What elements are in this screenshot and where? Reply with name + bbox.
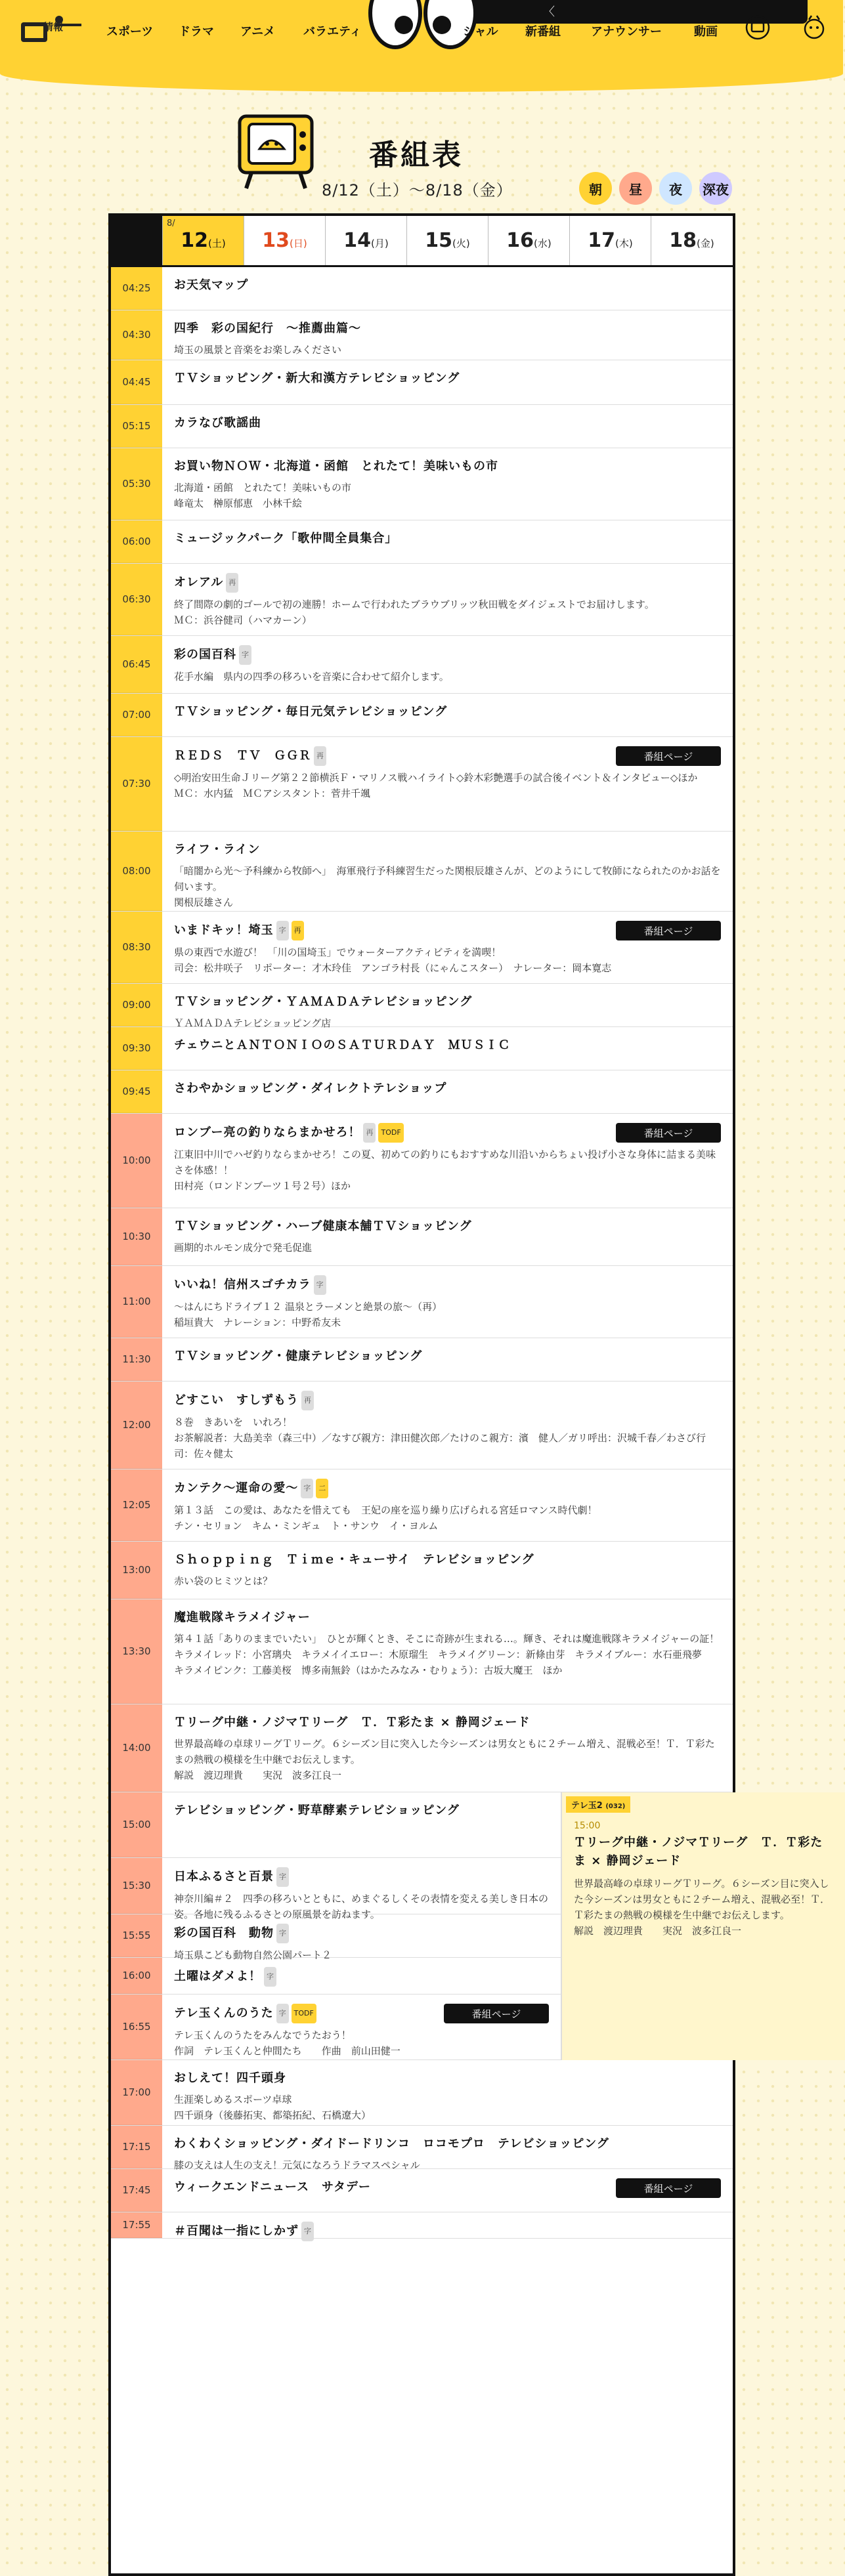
program-row[interactable] <box>111 2126 733 2169</box>
program-title-text[interactable]: オレアル <box>174 576 224 589</box>
program-row[interactable] <box>111 1858 561 1920</box>
program-info <box>162 1599 733 1704</box>
program-title-text[interactable]: チェウニとＡＮＴＯＮＩＯのＳＡＴＵＲＤＡＹ ＭＵＳＩＣ <box>174 1038 511 1052</box>
program-title[interactable] <box>174 414 721 433</box>
program-badge: 字 <box>301 1479 313 1498</box>
program-title[interactable] <box>174 993 721 1011</box>
program-badge: 字 <box>239 645 251 665</box>
program-description: 終了間際の劇的ゴールで初の連勝！ホームで行われたブラウブリッツ秋田戦をダイジェストでお届けします。 ＭＣ：浜谷健司（ハマカーン） <box>174 599 655 626</box>
program-time: 12:00 <box>111 1382 162 1469</box>
day-tab-17[interactable] <box>569 216 651 265</box>
program-title-text[interactable]: カラなび歌謡曲 <box>174 416 261 430</box>
program-time: 10:00 <box>111 1114 162 1208</box>
program-title-text[interactable]: ＃百聞は一指にしかず <box>174 2224 299 2238</box>
program-badge: 字 <box>276 1867 289 1887</box>
program-title-text[interactable]: ウィークエンドニュース サタデー <box>174 2180 372 2194</box>
program-badge: 再 <box>226 573 238 593</box>
sub-program-desc-text: 世界最高峰の卓球リーグＴリーグ。６シーズン目に突入した今シーズンは男女ともに２チーム増え、混戦必至！Ｔ．Ｔ彩たまの熱戦の模様を生中継でお伝えします。 <box>574 1878 831 1921</box>
program-title-text[interactable]: ＴＶショッピング・ＹＡＭＡＤＡテレビショッピング <box>174 995 473 1009</box>
program-time: 17:00 <box>111 2060 162 2125</box>
program-title-text[interactable]: 四季 彩の国紀行 〜推薦曲篇〜 <box>174 322 361 335</box>
nav-videos[interactable]: 動画 <box>694 25 718 39</box>
program-row[interactable] <box>111 737 733 832</box>
program-description: 第１３話 この愛は、あなたを惜えても 王妃の座を巡り繰り広げられる宮廷ロマンス時代劇！ チン・セリョン キム・ミンギュ ト・サンウ イ・ヨルム <box>174 1504 597 1532</box>
day-weekday: (金) <box>697 238 714 249</box>
program-badge: 再 <box>363 1123 376 1143</box>
program-time: 06:30 <box>111 564 162 635</box>
program-info <box>162 267 733 310</box>
program-title[interactable] <box>174 1036 721 1055</box>
program-title[interactable] <box>174 1714 721 1732</box>
program-title[interactable] <box>174 1275 721 1295</box>
program-time: 14:00 <box>111 1704 162 1792</box>
day-weekday: (火) <box>452 238 470 249</box>
program-row[interactable] <box>111 1382 733 1469</box>
nav-anime[interactable]: アニメ <box>240 25 276 39</box>
program-info <box>162 912 733 983</box>
program-time: 08:30 <box>111 912 162 983</box>
program-row[interactable] <box>111 636 733 694</box>
program-row[interactable] <box>111 448 733 520</box>
program-time: 09:30 <box>111 1027 162 1070</box>
program-badge: 字 <box>276 1924 289 1943</box>
program-description: 北海道・函館 とれたて！美味いもの市 峰竜太 榊原郁恵 小林千絵 <box>174 482 352 509</box>
program-title-text[interactable]: テレビショッピング・野草酵素テレビショッピング <box>174 1804 460 1817</box>
program-title-text[interactable]: ＴＶショッピング・ハーブ健康本舗ＴＶショッピング <box>174 1219 472 1233</box>
program-info <box>162 564 733 635</box>
program-row[interactable] <box>111 1469 733 1542</box>
day-tabs-corner <box>111 216 162 265</box>
sub-program-desc <box>574 1876 833 1939</box>
sub-channel-number: (032) <box>605 1803 626 1810</box>
page-title: 番組表 <box>369 138 464 172</box>
nav-new-programs[interactable]: 新番組 <box>525 25 561 39</box>
program-info <box>162 1208 733 1265</box>
program-info <box>162 636 733 693</box>
program-badge-secondary: 二 <box>316 1479 328 1498</box>
program-row[interactable] <box>111 520 733 564</box>
program-time: 06:45 <box>111 636 162 693</box>
program-badge: 字 <box>314 1275 326 1295</box>
program-title[interactable] <box>174 645 721 665</box>
program-page-button[interactable]: 番組ページ <box>616 1123 721 1143</box>
program-title-text[interactable]: 日本ふるさと百景 <box>174 1870 274 1884</box>
day-tabs <box>111 216 733 267</box>
program-page-button[interactable]: 番組ページ <box>616 2178 721 2198</box>
program-time: 17:15 <box>111 2126 162 2168</box>
program-info <box>162 520 733 563</box>
program-time: 13:30 <box>111 1599 162 1704</box>
program-badge: 字 <box>264 1967 276 1987</box>
program-time: 17:55 <box>111 2212 162 2238</box>
program-row[interactable] <box>111 564 733 636</box>
program-time: 08:00 <box>111 832 162 911</box>
program-time: 17:45 <box>111 2169 162 2212</box>
program-row[interactable] <box>111 360 733 405</box>
program-description: ＹＡＭＡＤＡテレビショッピング店 <box>174 1017 332 1029</box>
program-description: 埼玉の風景と音楽をお楽しみください <box>174 344 342 356</box>
program-title[interactable] <box>174 703 721 721</box>
program-title[interactable] <box>174 2069 721 2088</box>
program-badge: 再 <box>314 746 326 766</box>
program-time: 11:00 <box>111 1266 162 1338</box>
program-description: 県の東西で水遊び！ 「川の国埼玉」でウォーターアクティビティを満喫！ 司会：松井咲子 リポーター：才木玲佳 アンゴラ村長（にゃんこスター） ナレーター：岡本寛志 <box>174 946 612 974</box>
program-row[interactable] <box>111 912 733 984</box>
program-title-text[interactable]: お天気マップ <box>174 278 249 292</box>
program-row[interactable] <box>111 2169 733 2212</box>
program-title-text[interactable]: 土曜はダメよ！ <box>174 1970 261 1983</box>
program-description: ８巻 きあいを いれろ！ お茶解説者：大島美幸（森三中）／なすび親方：津田健次郎／たけのこ親方：濱 健人／ガリ呼出：沢城千春／わさび行司：佐々健太 <box>174 1416 706 1460</box>
program-row[interactable] <box>111 1208 733 1266</box>
program-row[interactable] <box>111 694 733 737</box>
program-info <box>162 1958 561 1994</box>
program-title-text[interactable]: カンテク〜運命の愛〜 <box>174 1481 299 1495</box>
program-row[interactable] <box>111 2212 733 2239</box>
program-time: 11:30 <box>111 1338 162 1381</box>
program-info <box>162 737 733 831</box>
program-row[interactable] <box>111 1599 733 1704</box>
day-weekday: (月) <box>371 238 389 249</box>
sub-program-title[interactable]: Ｔリーグ中継・ノジマＴリーグ Ｔ．Ｔ彩たま × 静岡ジェード <box>574 1836 823 1868</box>
program-page-button[interactable]: 番組ページ <box>444 2004 549 2023</box>
program-title-text[interactable]: 彩の国百科 動物 <box>174 1926 274 1940</box>
program-info <box>162 1070 733 1113</box>
mascot-menu-icon[interactable] <box>801 14 827 41</box>
day-number: 13 <box>262 229 290 252</box>
program-badge-secondary: 再 <box>292 921 304 940</box>
filter-morning[interactable]: 朝 <box>579 172 612 205</box>
filter-night[interactable]: 夜 <box>659 172 692 205</box>
program-description: テレ玉くんのうたをみんなでうたおう！ 作詞 テレ玉くんと仲間たち 作曲 前山田健一 <box>174 2029 401 2057</box>
program-badge: 字 <box>276 2004 289 2023</box>
sub-channel-program[interactable] <box>561 1792 845 2060</box>
program-badge: 再 <box>301 1391 314 1410</box>
program-description: 画期的ホルモン成分で発毛促進 <box>174 1242 313 1254</box>
program-description: 〜はんにちドライブ１２ 温泉とラーメンと絶景の旅〜（再） 稲垣貴大 ナレーション：中野希友未 <box>174 1301 443 1328</box>
program-info <box>162 448 733 520</box>
program-info <box>162 694 733 736</box>
program-page-button[interactable]: 番組ページ <box>616 921 721 940</box>
program-description: ◇明治安田生命Ｊリーグ第２２節横浜Ｆ・マリノス戦ハイライト◇鈴木彩艶選手の試合後イベント＆インタビュー◇ほか ＭＣ：水内猛 ＭＣアシスタント：菅井千颯 <box>174 772 698 799</box>
program-badge: 字 <box>276 921 289 940</box>
program-time: 09:45 <box>111 1070 162 1113</box>
program-title[interactable] <box>174 1391 721 1410</box>
program-row[interactable] <box>111 984 733 1027</box>
program-time: 15:00 <box>111 1792 162 1857</box>
program-time: 12:05 <box>111 1469 162 1541</box>
program-info <box>162 1114 733 1208</box>
program-title[interactable] <box>174 370 721 388</box>
program-title-text[interactable]: テレ玉くんのうた <box>174 2006 274 2020</box>
nav-drama[interactable]: ドラマ <box>179 25 214 39</box>
program-info <box>162 1266 733 1338</box>
program-time: 04:30 <box>111 310 162 360</box>
program-info <box>162 832 733 911</box>
program-time: 04:25 <box>111 267 162 310</box>
program-info <box>162 405 733 448</box>
program-row[interactable] <box>111 1114 733 1208</box>
program-description: 膝の支えは人生の支え！元気になろうドラマスペシャル <box>174 2159 420 2171</box>
program-row[interactable] <box>111 1995 561 2060</box>
program-info <box>162 1542 733 1599</box>
program-info <box>162 1382 733 1469</box>
program-title-text[interactable]: 魔進戦隊キラメイジャー <box>174 1611 311 1624</box>
program-title[interactable] <box>174 276 721 295</box>
program-time: 16:55 <box>111 1995 162 2059</box>
day-tab-13[interactable] <box>244 216 325 265</box>
program-title-text[interactable]: ロンブー亮の釣りならまかせろ！ <box>174 1126 361 1139</box>
program-info <box>162 2060 733 2125</box>
program-badge-secondary: TODF <box>292 2004 316 2023</box>
day-tab-16[interactable] <box>488 216 569 265</box>
program-time: 16:00 <box>111 1958 162 1994</box>
program-info <box>162 1914 561 1961</box>
program-description: 世界最高峰の卓球リーグＴリーグ。６シーズン目に突入した今シーズンは男女ともに２チーム増え、混戦必至！Ｔ．Ｔ彩たまの熱戦の模様を生中継でお伝えします。 解説 渡辺理貴 実況 波多江良一 <box>174 1738 715 1781</box>
schedule-grid <box>108 213 831 2576</box>
program-title-text[interactable]: ＴＶショッピング・新大和漢方テレビショッピング <box>174 371 460 385</box>
program-title-text[interactable]: ＴＶショッピング・健康テレビショッピング <box>174 1349 423 1363</box>
program-info <box>162 1027 733 1070</box>
logo-text: 情報 <box>43 21 64 33</box>
day-tab-18[interactable] <box>651 216 732 265</box>
program-title[interactable] <box>174 1609 721 1627</box>
program-title[interactable] <box>174 1802 549 1820</box>
day-tab-14[interactable] <box>325 216 406 265</box>
program-title-text[interactable]: いいね！信州スゴチカラ <box>174 1278 311 1292</box>
program-page-button[interactable]: 番組ページ <box>616 746 721 766</box>
program-title-text[interactable]: Ｓｈｏｐｐｉｎｇ Ｔｉｍｅ・キューサイ テレビショッピング <box>174 1553 534 1567</box>
program-time: 05:15 <box>111 405 162 448</box>
program-description: 赤い袋のヒミツとは？ <box>174 1575 273 1587</box>
nav-special[interactable]: シャル <box>463 25 498 39</box>
day-number: 16 <box>506 229 534 252</box>
program-title[interactable] <box>174 2222 721 2241</box>
program-title-text[interactable]: 彩の国百科 <box>174 648 236 662</box>
program-time: 15:55 <box>111 1914 162 1957</box>
program-row[interactable] <box>111 267 733 310</box>
program-title-text[interactable]: ＲＥＤＳ ＴＶ ＧＧＲ <box>174 749 311 763</box>
program-time: 09:00 <box>111 984 162 1026</box>
program-info <box>162 310 733 360</box>
program-description: 江東旧中川でハゼ釣りならまかせろ！この夏、初めての釣りにもおすすめな川沿いからちょい投げ小さな身体に詰まる美味さを体感！！ 田村亮（ロンドンブーツ１号２号）ほか <box>174 1149 716 1192</box>
program-row[interactable] <box>111 2060 733 2126</box>
program-row[interactable] <box>111 1914 561 1961</box>
program-title-text[interactable]: ミュージックパーク「歌仲間全員集合」 <box>174 532 398 545</box>
program-title[interactable] <box>174 841 721 859</box>
program-time: 13:00 <box>111 1542 162 1599</box>
day-weekday: (土) <box>208 238 226 249</box>
program-time: 07:00 <box>111 694 162 736</box>
day-weekday: (日) <box>290 238 307 249</box>
program-description: 「暗闇から光〜予科練から牧師へ」 海軍飛行予科練習生だった関根辰雄さんが、どのようにして牧師になられたのかお話を伺います。 関根辰雄さん <box>174 865 721 908</box>
program-description: 埼玉県こども動物自然公園パート２ <box>174 1949 332 1961</box>
program-title-text[interactable]: ＴＶショッピング・毎日元気テレビショッピング <box>174 705 448 719</box>
program-title[interactable] <box>174 1347 721 1366</box>
sub-program-credit: 解説 渡辺理貴 実況 波多江良一 <box>574 1925 742 1937</box>
program-info <box>162 1338 733 1381</box>
program-info <box>162 2169 733 2212</box>
nav-variety[interactable]: バラエティ <box>303 25 362 39</box>
notice-bar-arrow[interactable]: 〈 <box>543 5 555 19</box>
program-row[interactable] <box>111 1792 561 1858</box>
program-time: 05:30 <box>111 448 162 520</box>
program-time: 07:30 <box>111 737 162 831</box>
program-row[interactable] <box>111 1338 733 1382</box>
day-weekday: (木) <box>615 238 633 249</box>
program-title[interactable] <box>174 1551 721 1569</box>
nav-sports[interactable]: スポーツ <box>106 25 154 39</box>
nav-announcers[interactable]: アナウンサー <box>591 25 662 39</box>
program-info <box>162 1792 561 1857</box>
day-weekday: (水) <box>534 238 552 249</box>
program-description: 花手水編 県内の四季の移ろいを音楽に合わせて紹介します。 <box>174 671 449 683</box>
program-row[interactable] <box>111 1542 733 1599</box>
program-time: 15:30 <box>111 1858 162 1914</box>
day-number: 15 <box>425 229 453 252</box>
program-row[interactable] <box>111 405 733 448</box>
sub-program-time: 15:00 <box>574 1821 601 1831</box>
program-time: 06:00 <box>111 520 162 563</box>
program-time: 10:30 <box>111 1208 162 1265</box>
filter-late-night[interactable]: 深夜 <box>699 172 732 205</box>
program-info <box>162 360 733 404</box>
program-title-text[interactable]: いまドキッ！埼玉 <box>174 923 274 937</box>
program-info <box>162 2212 733 2238</box>
day-number: 18 <box>669 229 697 252</box>
program-row[interactable] <box>111 310 733 360</box>
program-row[interactable] <box>111 1958 561 1995</box>
program-title[interactable] <box>174 1217 721 1236</box>
program-title-text[interactable]: さわやかショッピング・ダイレクトテレショップ <box>174 1082 447 1095</box>
program-row[interactable] <box>111 1070 733 1114</box>
day-month: 8/ <box>167 219 175 228</box>
program-title[interactable] <box>174 1479 721 1498</box>
sub-channel-name: テレ玉2 <box>571 1801 603 1811</box>
program-title-text[interactable]: わくわくショッピング・ダイドードリンコ ロコモプロ テレビショッピング <box>174 2137 609 2151</box>
program-row[interactable] <box>111 1704 733 1792</box>
day-number: 14 <box>343 229 372 252</box>
program-row[interactable] <box>111 1266 733 1338</box>
live-tv-icon[interactable] <box>745 14 771 41</box>
program-info <box>162 2126 733 2171</box>
program-title-text[interactable]: おしえて！四千頭身 <box>174 2071 286 2085</box>
program-title[interactable] <box>174 1967 549 1987</box>
program-title-text[interactable]: どすこい すしずもう <box>174 1393 299 1407</box>
day-tab-15[interactable] <box>406 216 488 265</box>
program-title[interactable] <box>174 573 721 593</box>
site-header <box>0 0 843 92</box>
day-number: 17 <box>588 229 616 252</box>
program-title[interactable] <box>174 530 721 548</box>
program-title[interactable] <box>174 1867 549 1887</box>
program-description: 神奈川編＃２ 四季の移ろいとともに、めまぐるしくその表情を変える美しき日本の姿。各地に残るふるさとの原風景を訪ねます。 <box>174 1893 549 1920</box>
program-title[interactable] <box>174 320 721 338</box>
program-row[interactable] <box>111 832 733 912</box>
program-info <box>162 1469 733 1541</box>
day-number: 12 <box>181 229 209 252</box>
date-range: 8/12（土）〜8/18（金） <box>322 181 513 200</box>
program-title-text[interactable]: ライフ・ライン <box>174 843 261 856</box>
sub-channel-tag <box>566 1796 630 1813</box>
program-badge: 字 <box>301 2222 314 2241</box>
program-info <box>162 984 733 1029</box>
filter-daytime[interactable]: 昼 <box>619 172 652 205</box>
program-info <box>162 1995 561 2059</box>
program-title[interactable] <box>174 1080 721 1098</box>
program-description: 生涯楽しめるスポーツ卓球 四千頭身（後藤拓実、都築拓紀、石橋遼大） <box>174 2094 372 2121</box>
program-description: 第４１話「ありのままでいたい」 ひとが輝くとき、そこに奇跡が生まれる…。輝き、それは魔進戦隊キラメイジャーの証！ キラメイレッド：小宮璃央 キラメイイエロー：木原瑠生 キラメイグリーン：新條由芽 キラメイブルー：水石亜飛夢 キラメイピンク：工藤美桜 博多南無鈴（はかたみなみ・むりょう）：古坂大魔王 ほか <box>174 1633 720 1676</box>
program-title-text[interactable]: Ｔリーグ中継・ノジマＴリーグ Ｔ．Ｔ彩たま × 静岡ジェード <box>174 1716 531 1729</box>
tv-illustration-icon <box>233 108 318 194</box>
program-time: 04:45 <box>111 360 162 404</box>
program-info <box>162 1858 561 1920</box>
program-badge-secondary: TODF <box>378 1123 403 1143</box>
day-tab-12[interactable] <box>162 216 244 265</box>
program-title[interactable] <box>174 457 721 476</box>
program-info <box>162 1704 733 1792</box>
program-title[interactable] <box>174 2135 721 2153</box>
program-title-text[interactable]: お買い物ＮＯＷ・北海道・函館 とれたて！美味いもの市 <box>174 459 498 473</box>
program-title[interactable] <box>174 1924 549 1943</box>
program-row[interactable] <box>111 1027 733 1070</box>
